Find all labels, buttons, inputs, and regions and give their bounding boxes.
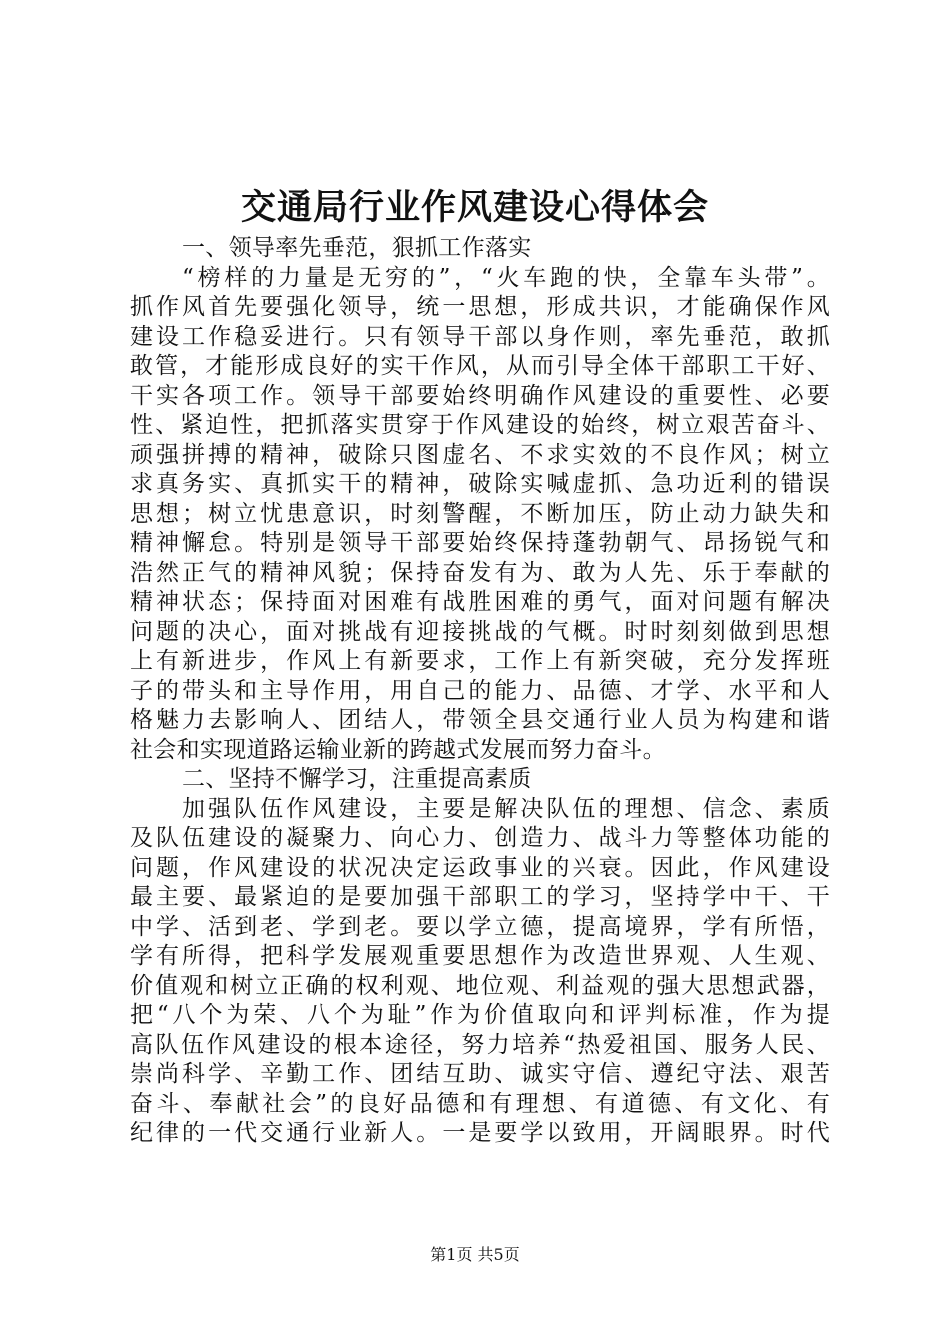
paragraph-line: 价值观和树立正确的权利观、地位观、利益观的强大思想武器， [130,972,830,999]
paragraph-line: 问题的决心，面对挑战有迎接挑战的气概。时时刻刻做到思想 [130,618,830,645]
paragraph-line: 最主要、最紧迫的是要加强干部职工的学习，坚持学中干、干 [130,884,830,910]
paragraph-line: 崇尚科学、辛勤工作、团结互助、诚实守信、遵纪守法、艰苦 [130,1061,830,1087]
paragraph-line: 加强队伍作风建设，主要是解决队伍的理想、信念、素质 [182,795,830,822]
section-heading-2: 二、坚持不懈学习，注重提高素质 [182,766,532,792]
paragraph-line: 纪律的一代交通行业新人。一是要学以致用，开阔眼界。时代 [130,1120,830,1146]
paragraph-line: 奋斗、奉献社会”的良好品德和有理想、有道德、有文化、有 [130,1090,830,1117]
paragraph-line: 干实各项工作。领导干部要始终明确作风建设的重要性、必要 [130,382,830,409]
paragraph-line: 社会和实现道路运输业新的跨越式发展而努力奋斗。 [130,736,666,763]
paragraph-line: 高队伍作风建设的根本途径，努力培养“热爱祖国、服务人民、 [130,1031,830,1058]
section-heading-1: 一、领导率先垂范，狠抓工作落实 [182,235,532,261]
document-body [130,234,830,1149]
paragraph-line: 求真务实、真抓实干的精神，破除实喊虚抓、急功近利的错误 [130,471,830,497]
paragraph-line: 顽强拼搏的精神，破除只图虚名、不求实效的不良作风；树立 [130,441,830,468]
paragraph-line: 学有所得，把科学发展观重要思想作为改造世界观、人生观、 [130,943,830,969]
paragraph-line: 精神懈怠。特别是领导干部要始终保持蓬勃朝气、昂扬锐气和 [130,530,830,556]
paragraph-line: 抓作风首先要强化领导，统一思想，形成共识，才能确保作风 [130,294,830,320]
paragraph-line: 思想；树立忧患意识，时刻警醒，不断加压，防止动力缺失和 [130,500,830,527]
paragraph-line: 把“八个为荣、八个为耻”作为价值取向和评判标准，作为提 [130,1002,830,1028]
paragraph-line: 上有新进步，作风上有新要求，工作上有新突破，充分发挥班 [130,648,830,674]
paragraph-line: 建设工作稳妥进行。只有领导干部以身作则，率先垂范，敢抓 [130,323,830,350]
paragraph-line: 子的带头和主导作用，用自己的能力、品德、才学、水平和人 [130,677,830,704]
paragraph-line: 敢管，才能形成良好的实干作风，从而引导全体干部职工干好、 [130,353,830,379]
page-footer: 第1页 共5页 [430,1245,520,1264]
paragraph-line: “榜样的力量是无穷的”，“火车跑的快，全靠车头带”。 [182,264,830,291]
document-title: 交通局行业作风建设心得体会 [240,187,709,228]
paragraph-line: 格魅力去影响人、团结人，带领全县交通行业人员为构建和谐 [130,707,830,733]
paragraph-line: 浩然正气的精神风貌；保持奋发有为、敢为人先、乐于奉献的 [130,559,830,586]
paragraph-line: 问题，作风建设的状况决定运政事业的兴衰。因此，作风建设 [130,854,830,881]
paragraph-line: 及队伍建设的凝聚力、向心力、创造力、战斗力等整体功能的 [130,825,830,851]
paragraph-line: 中学、活到老、学到老。要以学立德，提高境界，学有所悟， [130,913,830,940]
paragraph-line: 精神状态；保持面对困难有战胜困难的勇气，面对问题有解决 [130,589,830,615]
paragraph-line: 性、紧迫性，把抓落实贯穿于作风建设的始终，树立艰苦奋斗、 [130,412,830,438]
